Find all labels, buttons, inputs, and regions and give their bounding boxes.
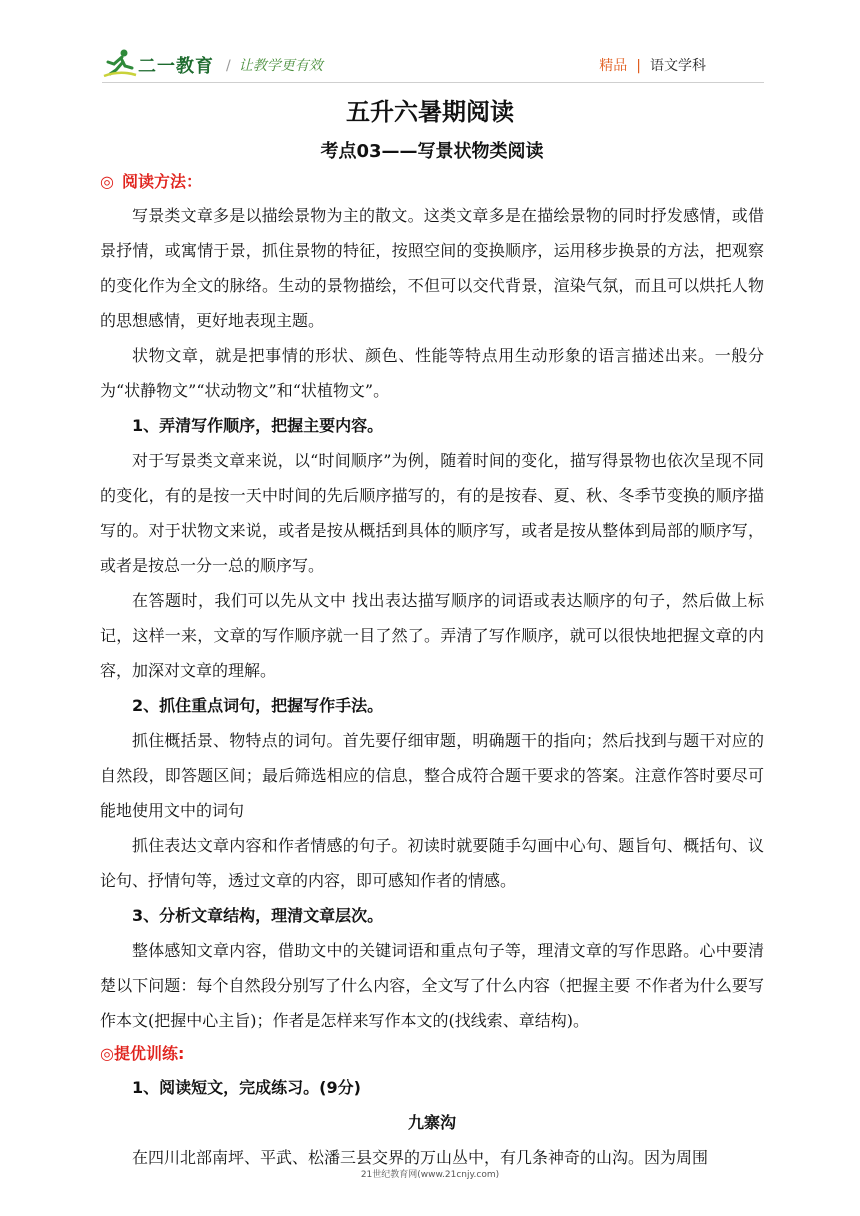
paragraph-order: 对于写景类文章来说，以“时间顺序”为例，随着时间的变化，描写得景物也依次呈现不同的变化，有的是按一天中时间的先后顺序描写的，有的是按春、夏、秋、冬季节变换的顺序描写的。对于状物文来说，或者是按从概括到具体的顺序写，或者是按从整体到局部的顺序写，或者是按总一分一总的顺序写。 <box>100 451 764 575</box>
badge-label: 精品 <box>599 58 628 74</box>
section-heading-training: ◎提优训练: <box>100 1044 185 1063</box>
subject-label: 语文学科 <box>650 58 706 74</box>
paragraph-emotion: 抓住表达文章内容和作者情感的句子。初读时就要随手勾画中心句、题旨句、概括句、议论句、抒情句等，透过文章的内容，即可感知作者的情感。 <box>100 836 764 890</box>
paragraph-structure: 整体感知文章内容，借助文中的关键词语和重点句子等，理清文章的写作思路。心中要清楚以下问题：每个自然段分别写了什么内容，全文写了什么内容（把握主要 不作者为什么要写作本文(把握中心主旨)；作者是怎样来写作本文的(找线索、章结构)。 <box>100 941 764 1030</box>
subheading-keywords: 2、抓住重点词句，把握写作手法。 <box>132 696 384 715</box>
paragraph-object: 状物文章，就是把事情的形状、颜色、性能等特点用生动形象的语言描述出来。一般分为“状静物文”“状动物文”和“状植物文”。 <box>100 346 764 400</box>
page-title: 五升六暑期阅读 <box>346 98 514 126</box>
brand-logo <box>102 48 212 78</box>
circle-mark-icon: ◎ <box>100 172 114 191</box>
page-header <box>102 46 764 80</box>
header-divider: | <box>636 58 641 74</box>
section-heading-text: 阅读方法： <box>121 172 202 191</box>
slogan <box>226 55 323 75</box>
slogan-separator: / <box>226 58 231 74</box>
section-heading-method <box>100 166 764 198</box>
paragraph-scenery: 写景类文章多是以描绘景物为主的散文。这类文章多是在描绘景物的同时抒发感情，或借景抒情，或寓情于景，抓住景物的特征，按照空间的变换顺序，运用移步换景的方法，把观察的变化作为全文的脉络。生动的景物描绘，不但可以交代背景，渲染气氛，而且可以烘托人物的思想感情，更好地表现主题。 <box>100 206 764 330</box>
document-body <box>100 92 764 1175</box>
page-footer: 21世纪教育网(www.21cnjy.com) <box>360 1170 500 1180</box>
runner-logo-icon <box>102 48 138 78</box>
paragraph-keywords: 抓住概括景、物特点的词句。首先要仔细审题，明确题干的指向；然后找到与题干对应的自然段，即答题区间；最后筛选相应的信息，整合成符合题干要求的答案。注意作答时要尽可能地使用文中的词句 <box>100 731 764 820</box>
logo-text: 二一教育 <box>138 56 214 77</box>
article-title: 九寨沟 <box>407 1113 456 1132</box>
slogan-text: 让教学更有效 <box>238 58 323 74</box>
subheading-order: 1、弄清写作顺序，把握主要内容。 <box>132 416 384 435</box>
paragraph-article: 在四川北部南坪、平武、松潘三县交界的万山丛中，有几条神奇的山沟。因为周围 <box>132 1148 709 1167</box>
subheading-structure: 3、分析文章结构，理清文章层次。 <box>132 906 384 925</box>
page-subtitle: 考点03——写景状物类阅读 <box>320 141 544 162</box>
header-rule <box>102 82 764 83</box>
header-subject-label <box>599 55 706 75</box>
paragraph-answering: 在答题时，我们可以先从文中 找出表达描写顺序的词语或表达顺序的句子，然后做上标记，这样一来，文章的写作顺序就一目了然了。弄清了写作顺序，就可以很快地把握文章的内容，加深对文章的理解。 <box>100 591 764 680</box>
question-heading: 1、阅读短文，完成练习。(9分) <box>132 1078 361 1097</box>
